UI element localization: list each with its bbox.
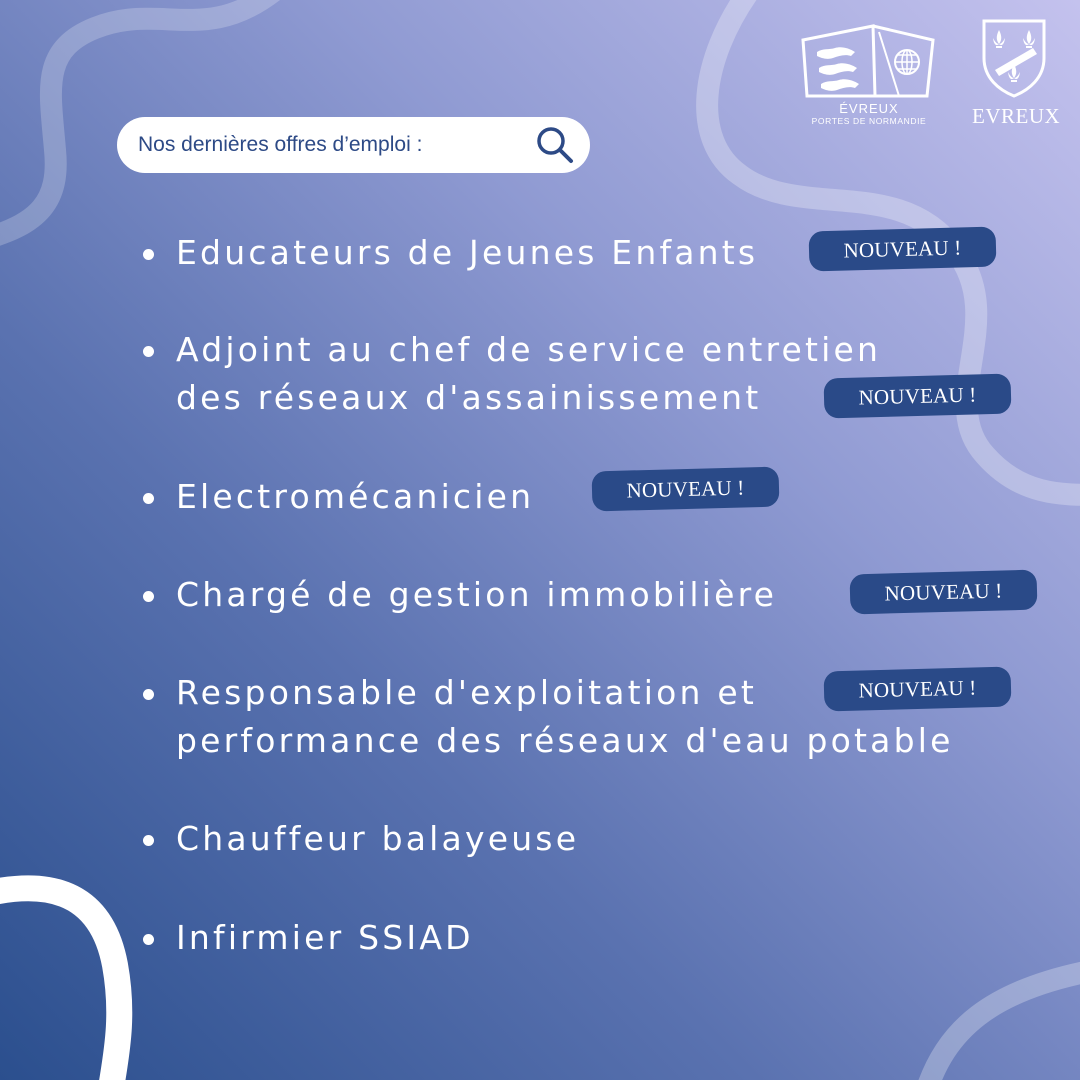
globe-icon — [895, 50, 919, 74]
agglo-logo-subtitle: PORTES DE NORMANDIE — [811, 116, 927, 126]
search-bar[interactable] — [117, 117, 590, 173]
job-item-adjoint-chef-service[interactable] — [143, 326, 881, 422]
agglo-logo-name: ÉVREUX — [839, 101, 899, 116]
job-title-line-1: Responsable d'exploitation et — [176, 673, 757, 712]
job-title: Chargé de gestion immobilière — [176, 575, 778, 614]
bullet-icon — [143, 591, 154, 602]
job-item-infirmier-ssiad[interactable] — [143, 914, 474, 962]
search-label: Nos dernières offres d’emploi : — [138, 133, 423, 156]
job-title: Educateurs de Jeunes Enfants — [176, 233, 759, 272]
coat-of-arms-icon — [981, 18, 1047, 98]
job-title: Electromécanicien — [176, 477, 535, 516]
city-logo — [972, 18, 1061, 129]
search-icon[interactable] — [534, 124, 576, 166]
new-badge: NOUVEAU ! — [592, 467, 780, 512]
job-title-line-1: Adjoint au chef de service entretien — [176, 330, 882, 369]
job-item-electromecanicien[interactable] — [143, 473, 534, 521]
job-item-educateurs[interactable] — [143, 229, 758, 277]
job-title: Infirmier SSIAD — [176, 918, 474, 957]
bullet-icon — [143, 934, 154, 945]
bullet-icon — [143, 835, 154, 846]
job-item-charge-gestion[interactable] — [143, 571, 777, 619]
job-title-line-2: performance des réseaux d'eau potable — [176, 721, 954, 760]
bullet-icon — [143, 493, 154, 504]
bullet-icon — [143, 689, 154, 700]
new-badge: NOUVEAU ! — [809, 227, 997, 272]
new-badge: NOUVEAU ! — [824, 667, 1012, 712]
bullet-icon — [143, 346, 154, 357]
new-badge: NOUVEAU ! — [850, 570, 1038, 615]
city-logo-name: EVREUX — [972, 104, 1061, 128]
agglo-logo-icon — [799, 18, 939, 98]
lions-icon — [817, 47, 859, 91]
bullet-icon — [143, 249, 154, 260]
job-title: Chauffeur balayeuse — [176, 819, 580, 858]
job-item-chauffeur-balayeuse[interactable] — [143, 815, 579, 863]
agglo-logo — [794, 18, 944, 127]
new-badge: NOUVEAU ! — [824, 374, 1012, 419]
logos — [794, 18, 1061, 129]
job-title-line-2: des réseaux d'assainissement — [176, 378, 762, 417]
